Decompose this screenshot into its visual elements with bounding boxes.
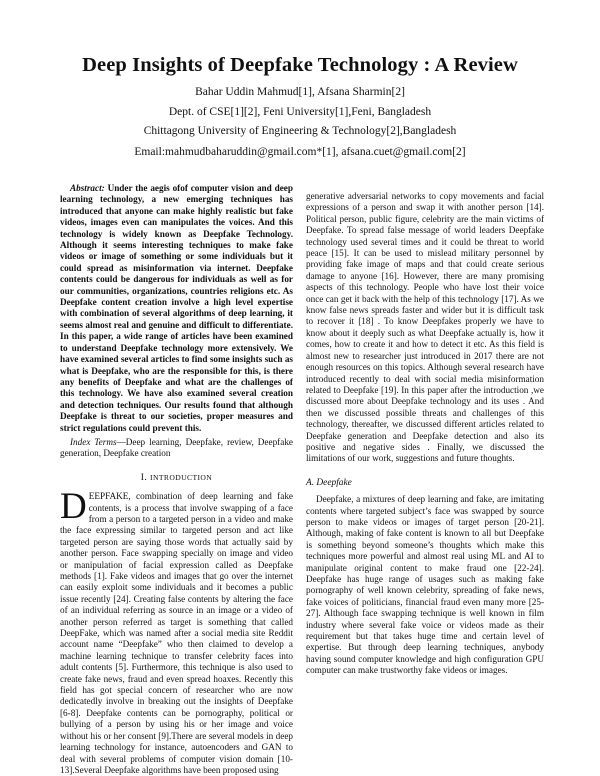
index-terms-label: Index Terms [70, 436, 117, 447]
introduction-paragraph [60, 486, 293, 776]
abstract-label: Abstract: [70, 183, 105, 193]
author-emails: Email:mahmudbaharuddin@gmail.com*[1], afsana.cuet@gmail.com[2] [134, 146, 466, 158]
subsection-heading-deepfake: A. Deepfake [306, 477, 352, 488]
section-heading-introduction [60, 472, 293, 483]
introduction-text: EEPFAKE, combination of deep learning and fake contents, is a process that involve swapping of a face from a person to a targeted person in a video and make the face expressing similar to targeted person and act like targeted person are saying those words that actually said by another person. Face swapping specially on image and video or manipulation of facial expression called as Deepfake methods [1]. Fake videos and images that go over the internet can easily exploit some individuals and it becomes a public issue recently [24]. Creating false contents by altering the face of an individual referring as source in an image or a video of another person referred as target is something that called DeepFake, which was named after a social media site Reddit account name “Deepfake” who then claimed to develop a machine learning technique to transfer celebrity faces into adult contents [5]. Furthermore, this technique is also used to create fake news, fraud and even spread hoaxes. Recently this field has got special concern of researcher who are now dedicatedly involve in breaking out the insights of Deepfake [6-8]. Deepfake contents can be pornography, political or bullying of a person by using his or her image and voice without his or her consent [9].There are several models in deep learning technology for instance, autoencoders and GAN to deal with several problems of computer vision domain [10-13].Several Deepfake algorithms have been proposed using [60, 491, 293, 775]
section-title: INTRODUCTION [150, 472, 213, 482]
introduction-continued-paragraph: generative adversarial networks to copy movements and facial expressions of a person and swap it with another person [14]. Political person, public figure, celebrity are the main victims of Deepfake. To spread false message of world leaders Deepfake technology used several times and it could be threat to world peace [15]. It can be used to mislead military personnel by providing fake image of maps and that could create serious damage to anyone [16]. However, there are many promising aspects of this technology. People who have lost their voice once can get it back with the help of this technology [17]. As we know false news spreads faster and wider but it is difficult task to recover it [18] . To know Deepfakes properly we have to know about it deeply such as what Deepfake actually is, how it comes, how to create it and how to detect it etc. As this field is almost new to researcher just introduced in 2017 there are not enough resources on this topics. Although several research have introduced recently to deal with social media misinformation related to Deepfake [19]. In this paper after the introduction ,we discussed more about Deepfake technology and its uses . And then we discussed possible threats and challenges of this technology, thereafter, we discussed different articles related to Deepfake generation and Deepfake detection and also its positive and negative sides . Finally, we discussed the limitations of our work, suggestions and future thoughts. [306, 191, 544, 464]
author-names: Bahar Uddin Mahmud[1], Afsana Sharmin[2] [195, 86, 405, 98]
abstract-block [60, 183, 293, 460]
section-number: I. [140, 471, 148, 483]
affiliation-secondary: Chittagong University of Engineering & Technology[2],Bangladesh [143, 125, 457, 137]
drop-cap-letter: D [60, 486, 87, 528]
right-column [306, 191, 544, 677]
abstract-text: Under the aegis ofof computer vision and deep learning technology, a new emerging techniques has introduced that anyone can make highly realistic but fake videos, images even can manipulates the voices. And this technology is widely known as Deepfake Technology. Although it seems interesting techniques to make fake videos or image of something or some individuals but it could spread as misinformation via internet. Deepfake contents could be dangerous for individuals as well as for our communities, organizations, countries religions etc. As Deepfake content creation involve a high level expertise with combination of several algorithms of deep learning, it seems almost real and genuine and difficult to differentiate. In this paper, a wide range of articles have been examined to understand Deepfake technology more extensively. We have examined several articles to find some insights such as what is Deepfake, who are the responsible for this, is there any benefits of Deepfake and what are the challenges of this technology. We have also examined several creation and detection techniques. Our results found that although Deepfake is threat to our societies, proper measures and strict regulations could prevent this. [60, 183, 293, 433]
paper-title: Deep Insights of Deepfake Technology : A Review [82, 54, 518, 76]
left-column [60, 183, 293, 776]
index-terms-text: —Deep learning, Deepfake, review, Deepfake generation, Deepfake creation [60, 436, 293, 459]
affiliation-primary: Dept. of CSE[1][2], Feni University[1],Feni, Bangladesh [168, 106, 432, 118]
deepfake-paragraph: Deepfake, a mixtures of deep learning and fake, are imitating contents where targeted subject’s face was swapped by source person to make videos or images of target person [20-21]. Although, making of fake content is known to all but Deepfake is something beyond someone’s thoughts which make this techniques more powerful and almost real using ML and AI to manipulate original content to make fraud one [22-24]. Deepfake has huge range of usages such as making fake pornography of well known celebrity, spreading of fake news, fake voices of politicians, financial fraud even many more [25-27]. Although face swapping technique is well known in film industry where several fake voice or videos made as their requirement but that takes huge time and certain level of expertise. But through deep learning techniques, anybody having sound computer knowledge and high configuration GPU computer can make trustworthy fake videos or images. [306, 494, 544, 676]
